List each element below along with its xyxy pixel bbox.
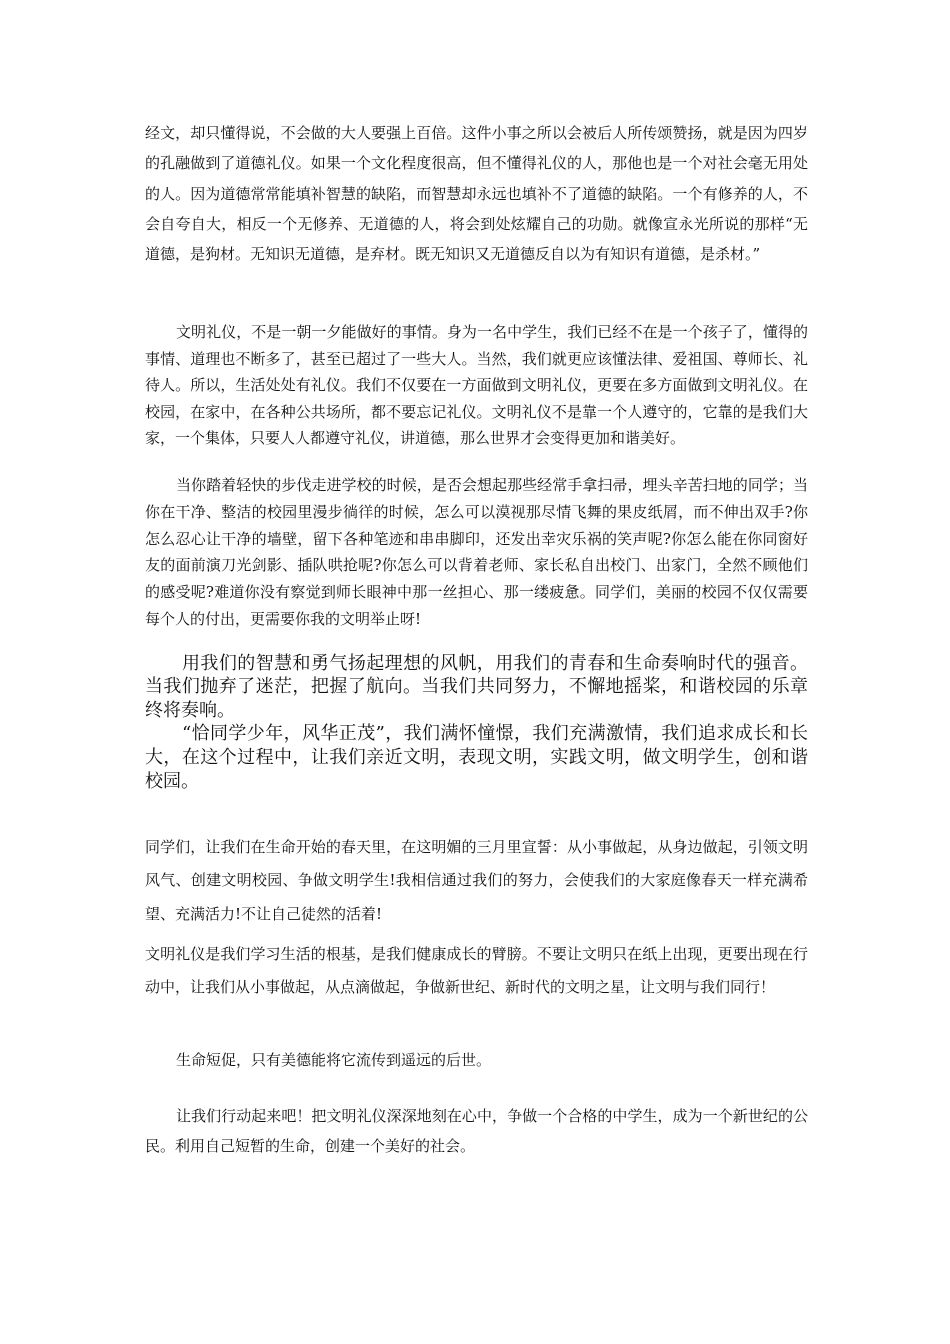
paragraph-morality-quote: 经文，却只懂得说，不会做的大人要强上百倍。这件小事之所以会被后人所传颂赞扬，就是因为四岁的孔融做到了道德礼仪。如果一个文化程度很高，但不懂得礼仪的人，那他也是一个对社会毫无用处的人。因为道德常常能填补智慧的缺陷，而智慧却永远也填补不了道德的缺陷。一个有修养的人，不会自夸自大，相反一个无修养、无道德的人，将会到处炫耀自己的功勋。就像宣永光所说的那样“无道德，是狗材。无知识无道德，是弃材。既无知识又无道德反自以为有知识有道德，是杀材。” [145,124,808,264]
paragraph-campus-behavior: 当你踏着轻快的步伐走进学校的时候，是否会想起那些经常手拿扫帚，埋头辛苦扫地的同学；当你在干净、整洁的校园里漫步徜徉的时候，怎么可以漠视那尽情飞舞的果皮纸屑，而不伸出双手?你怎么忍心让干净的墙壁，留下各种笔迹和串串脚印，还发出幸灾乐祸的笑声呢?你怎么能在你同窗好友的面前演刀光剑影、插队哄抢呢?你怎么可以背着老师、家长私自出校门、出家门，全然不顾他们的感受呢?难道你没有察觉到师长眼神中那一丝担心、那一缕疲惫。同学们，美丽的校园不仅仅需要每个人的付出，更需要你我的文明举止呀! [145,476,808,628]
paragraph-foundation: 文明礼仪是我们学习生活的根基，是我们健康成长的臂膀。不要让文明只在纸上出现，更要出现在行动中，让我们从小事做起，从点滴做起，争做新世纪、新时代的文明之星，让文明与我们同行！ [145,945,808,996]
paragraph-call-to-action: 让我们行动起来吧！把文明礼仪深深地刻在心中，争做一个合格的中学生，成为一个新世纪的公民。利用自己短暂的生命，创建一个美好的社会。 [145,1107,808,1155]
paragraph-youth-quote: “恰同学少年，风华正茂”，我们满怀憧憬，我们充满激情，我们追求成长和长大，在这个过程中，让我们亲近文明，表现文明，实践文明，做文明学生，创和谐校园。 [145,723,808,792]
paragraph-ideal-sail: 用我们的智慧和勇气扬起理想的风帆，用我们的青春和生命奏响时代的强音。当我们抛弃了迷茫，把握了航向。当我们共同努力，不懈地摇桨，和谐校园的乐章终将奏响。 [145,653,808,721]
paragraph-pledge: 同学们，让我们在生命开始的春天里，在这明媚的三月里宣誓：从小事做起，从身边做起，引领文明风气、创建文明校园、争做文明学生!我相信通过我们的努力，会使我们的大家庭像春天一样充满希望、充满活力!不让自己徒然的活着! [145,838,808,923]
paragraph-virtue: 生命短促，只有美德能将它流传到遥远的后世。 [176,1051,492,1069]
paragraph-etiquette-daily: 文明礼仪，不是一朝一夕能做好的事情。身为一名中学生，我们已经不在是一个孩子了，懂得的事情、道理也不断多了，甚至已超过了一些大人。当然，我们就更应该懂法律、爱祖国、尊师长、礼待人。所以，生活处处有礼仪。我们不仅要在一方面做到文明礼仪，更要在多方面做到文明礼仪。在校园，在家中，在各种公共场所，都不要忘记礼仪。文明礼仪不是靠一个人遵守的，它靠的是我们大家，一个集体，只要人人都遵守礼仪，讲道德，那么世界才会变得更加和谐美好。 [145,323,808,447]
